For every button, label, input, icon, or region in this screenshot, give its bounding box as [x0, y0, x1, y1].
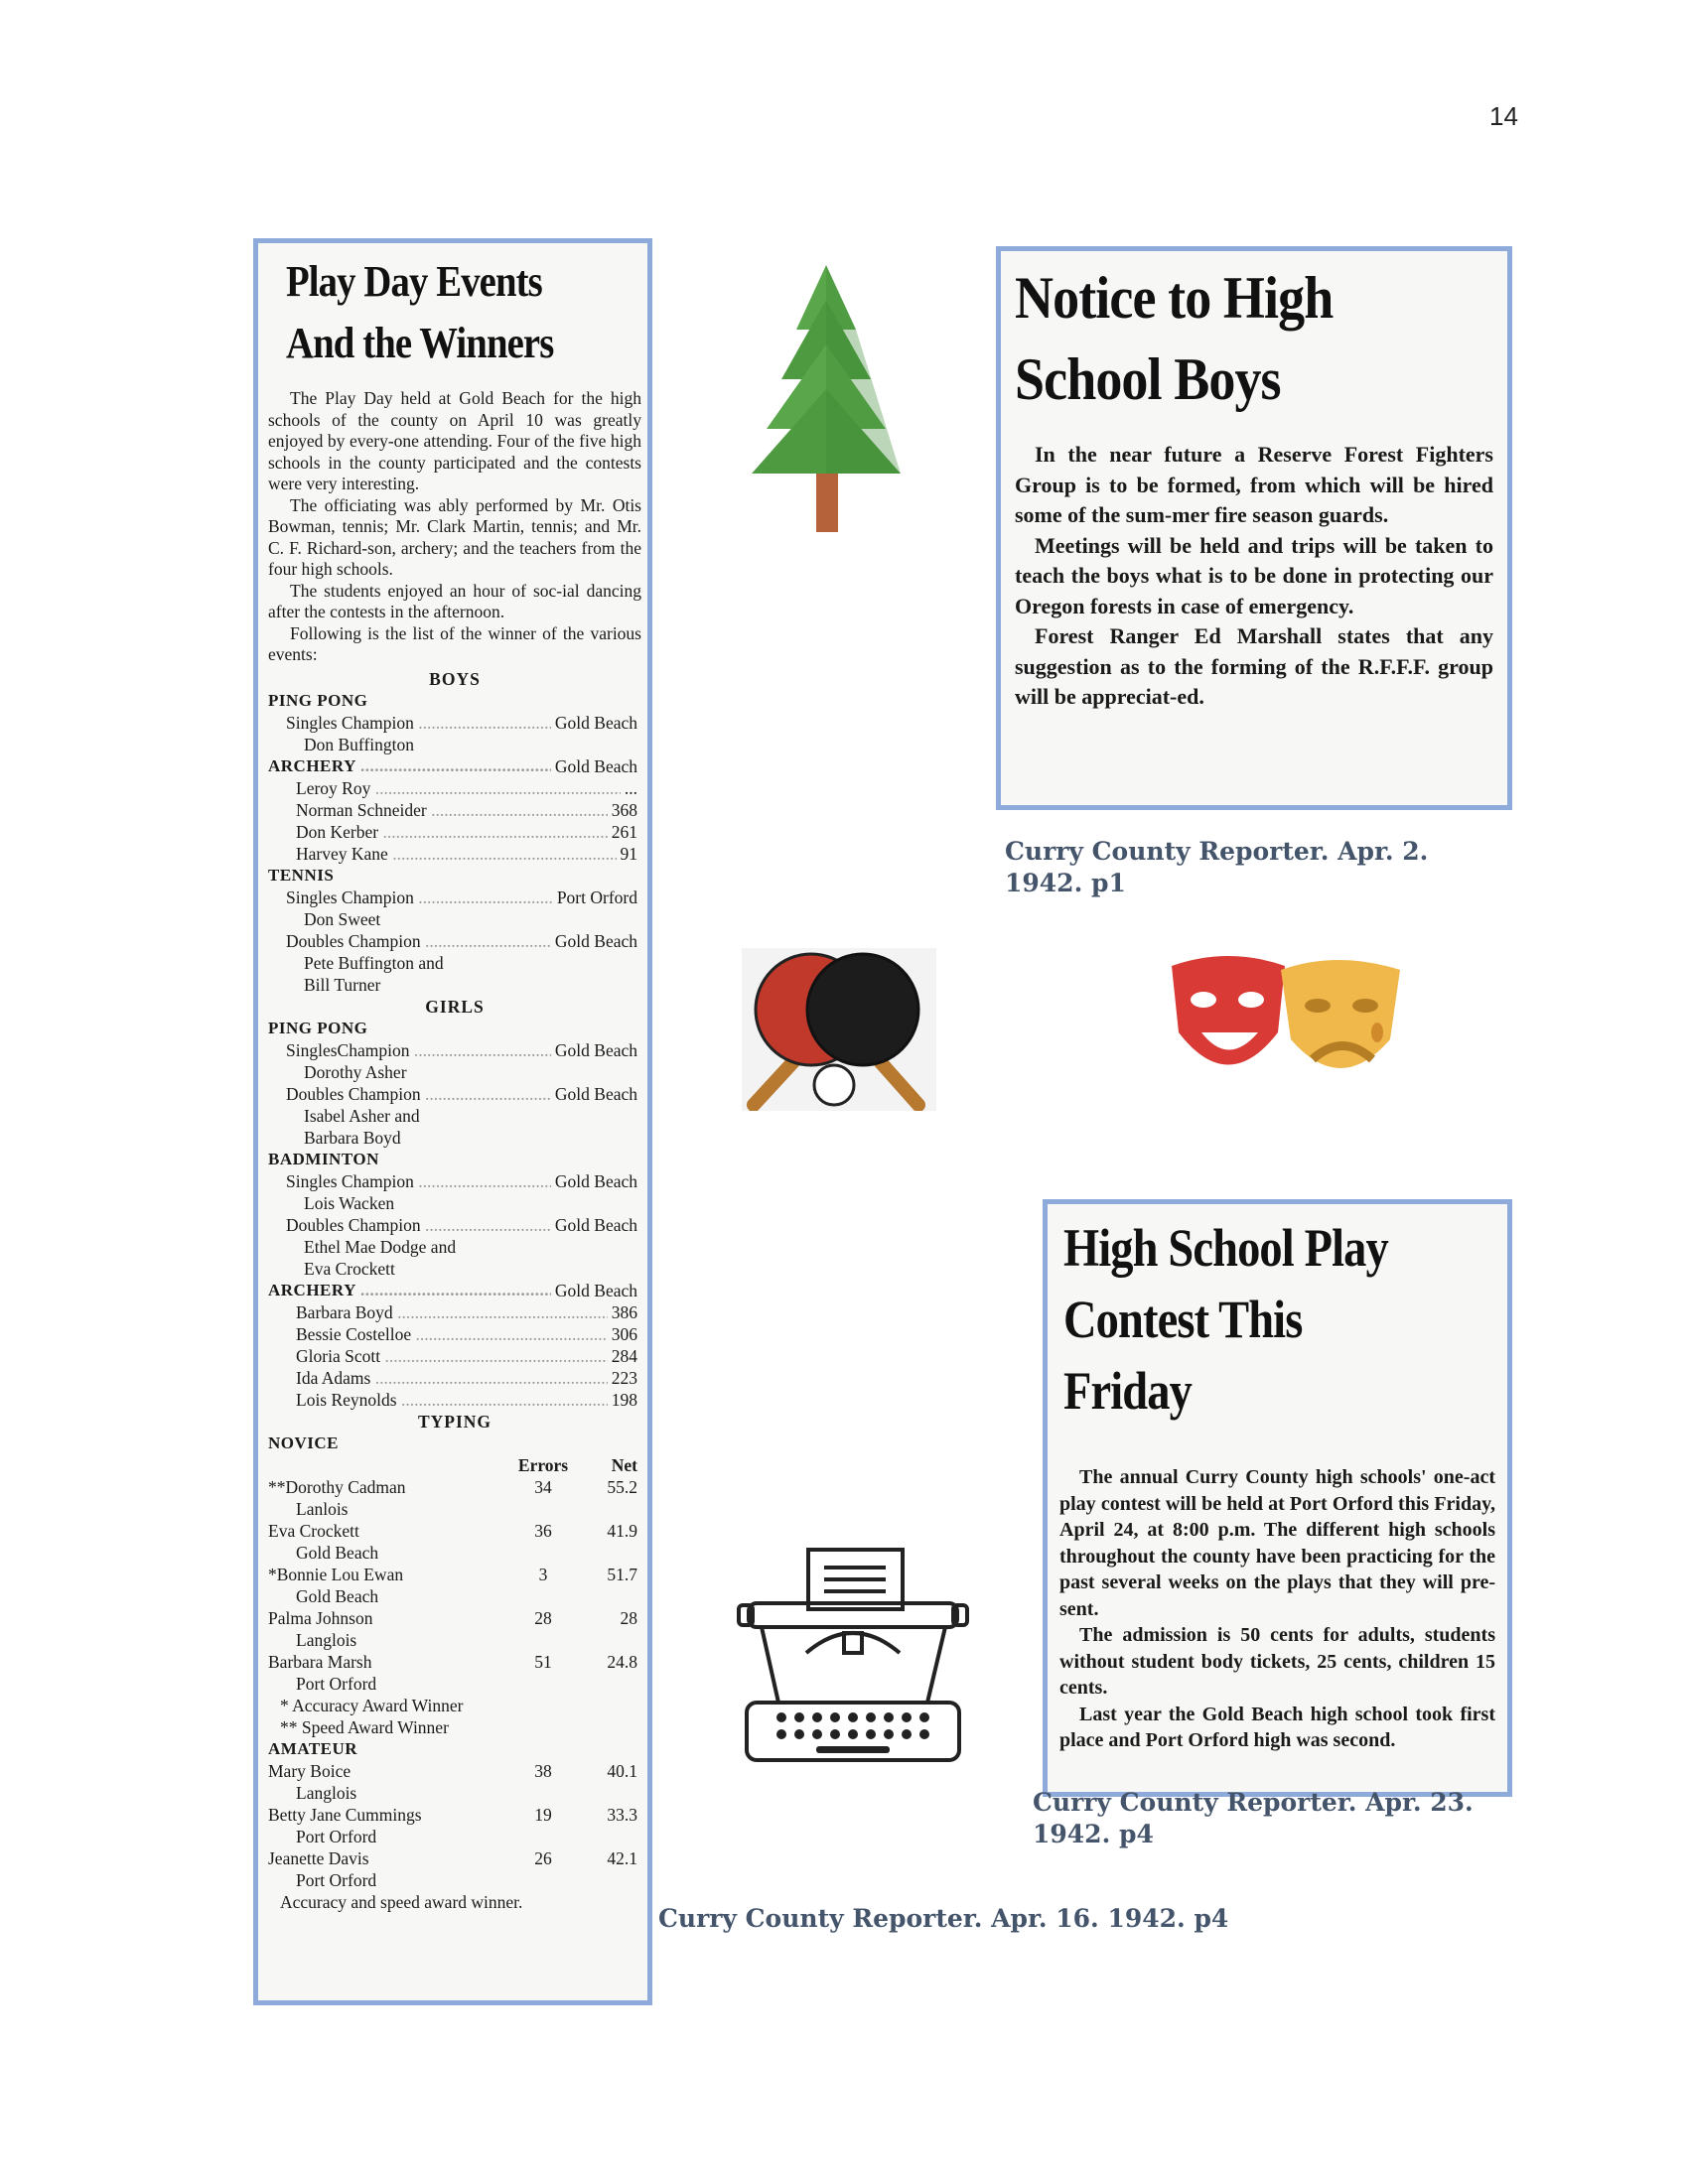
paragraph: In the near future a Reserve Forest Fighters Group is to be formed, from which will be hired some of the sum-mer fire season guards.	[1015, 442, 1493, 527]
result-row: Ida Adams ..... 223	[268, 1367, 641, 1389]
result-row: Singles Champion ..... Gold Beach	[268, 1170, 641, 1192]
results-list	[268, 668, 641, 1913]
result-row: Singles Champion ..... Port Orford	[268, 887, 641, 908]
pine-tree-icon	[737, 260, 915, 536]
headline-line: High School Play	[1063, 1218, 1388, 1278]
paragraph: The students enjoyed an hour of soc-ial dancing after the contests in the afternoon.	[268, 580, 641, 621]
play-contest-caption: Curry County Reporter. Apr. 23. 1942. p4	[1033, 1788, 1474, 1848]
winner-name: Isabel Asher and	[304, 1105, 420, 1126]
headline-line: And the Winners	[286, 319, 554, 367]
paragraph: Following is the list of the winner of the various events:	[268, 622, 641, 664]
typewriter-icon	[737, 1544, 970, 1767]
winner-name: Eva Crockett	[304, 1258, 395, 1279]
result-row: Doubles Champion ..... Gold Beach	[268, 1214, 641, 1236]
typing-row: Palma Johnson 28 28	[268, 1607, 637, 1628]
section-heading: BOYS	[429, 668, 481, 689]
notice-caption: Curry County Reporter. Apr. 2. 1942. p1	[1005, 837, 1429, 897]
play-contest-article	[1059, 1464, 1495, 1754]
winner-name: Don Buffington	[304, 734, 414, 754]
event-heading: NOVICE	[268, 1433, 340, 1452]
play-day-article	[268, 388, 641, 666]
play-day-headline	[286, 251, 599, 374]
section-heading: GIRLS	[425, 996, 485, 1017]
typing-row: *Bonnie Lou Ewan 3 51.7	[268, 1564, 637, 1584]
play-contest-clipping	[1043, 1199, 1512, 1797]
notice-article	[1015, 440, 1493, 713]
event-heading: PING PONG	[268, 690, 368, 710]
paragraph: The officiating was ably performed by Mr. Otis Bowman, tennis; Mr. Clark Martin, tennis; and Mr. C. F. Richard-son, archery; and the teachers from the four high schools.	[268, 494, 641, 579]
typing-school: Port Orford	[296, 1826, 377, 1846]
result-row: Lois Reynolds ..... 198	[268, 1389, 641, 1411]
typing-column-headers: Errors Net	[517, 1454, 637, 1475]
page-number: 14	[1489, 101, 1518, 131]
typing-row: Jeanette Davis 26 42.1	[268, 1847, 637, 1868]
typing-school: Port Orford	[296, 1673, 377, 1694]
paragraph: Last year the Gold Beach high school took first place and Port Orford high was second.	[1059, 1703, 1495, 1751]
play-day-clipping	[253, 238, 652, 2005]
event-heading: PING PONG	[268, 1018, 368, 1037]
play-day-caption: Curry County Reporter. Apr. 16. 1942. p4	[658, 1904, 1229, 1933]
typing-school: Port Orford	[296, 1869, 377, 1890]
paragraph: Meetings will be held and trips will be taken to teach the boys what is to be done in protecting our Oregon forests in case of emergency.	[1015, 532, 1493, 618]
paragraph: The admission is 50 cents for adults, students without student body tickets, 25 cents, children 15 cents.	[1059, 1624, 1495, 1699]
winner-name: Pete Buffington and	[304, 952, 444, 973]
headline-line: School Boys	[1015, 346, 1281, 412]
result-row: ARCHERY ..... Gold Beach	[268, 755, 641, 777]
typing-school: Lanlois	[296, 1498, 349, 1519]
winner-name: Lois Wacken	[304, 1192, 395, 1213]
winner-name: Ethel Mae Dodge and	[304, 1236, 457, 1257]
ping-pong-paddles-icon	[742, 948, 936, 1111]
event-heading: BADMINTON	[268, 1149, 379, 1168]
winner-name: Barbara Boyd	[304, 1127, 401, 1148]
event-heading: AMATEUR	[268, 1738, 358, 1758]
winner-name: Dorothy Asher	[304, 1061, 407, 1082]
result-row: Barbara Boyd ..... 386	[268, 1301, 641, 1323]
winner-name: Bill Turner	[304, 974, 381, 995]
section-heading: TYPING	[417, 1411, 492, 1432]
winner-name: Don Sweet	[304, 908, 381, 929]
award-note: * Accuracy Award Winner	[280, 1695, 464, 1715]
typing-row: Barbara Marsh 51 24.8	[268, 1651, 637, 1672]
notice-clipping	[996, 246, 1512, 810]
event-heading: TENNIS	[268, 865, 335, 885]
result-row: Don Kerber ..... 261	[268, 821, 641, 843]
result-row: Norman Schneider ..... 368	[268, 799, 641, 821]
theater-masks-icon	[1164, 948, 1412, 1097]
typing-row: **Dorothy Cadman 34 55.2	[268, 1476, 637, 1497]
typing-row: Eva Crockett 36 41.9	[268, 1520, 637, 1541]
paragraph: The annual Curry County high schools' one-act play contest will be held at Port Orford this Friday, April 24, at 8:00 p.m. The different high schools throughout the county have been practicing for the past several weeks on the plays that they will pre-sent.	[1059, 1466, 1495, 1620]
result-row: SinglesChampion ..... Gold Beach	[268, 1039, 641, 1061]
play-contest-headline	[1063, 1212, 1435, 1427]
award-note: Accuracy and speed award winner.	[280, 1891, 523, 1912]
result-row: Singles Champion ..... Gold Beach	[268, 712, 641, 734]
typing-school: Langlois	[296, 1629, 357, 1650]
typing-school: Gold Beach	[296, 1585, 379, 1606]
result-row: Gloria Scott ..... 284	[268, 1345, 641, 1367]
result-row: Leroy Roy ..... ...	[268, 777, 641, 799]
result-row: Doubles Champion ..... Gold Beach	[268, 1083, 641, 1105]
headline-line: Contest This Friday	[1063, 1290, 1303, 1421]
paragraph: Forest Ranger Ed Marshall states that any suggestion as to the forming of the R.F.F.F. group will be appreciat-ed.	[1015, 623, 1493, 709]
result-row: Doubles Champion ..... Gold Beach	[268, 930, 641, 952]
typing-row: Mary Boice 38 40.1	[268, 1760, 637, 1781]
typing-school: Langlois	[296, 1782, 357, 1803]
typing-school: Gold Beach	[296, 1542, 379, 1563]
headline-line: Notice to High	[1015, 265, 1334, 331]
award-note: ** Speed Award Winner	[280, 1716, 449, 1737]
result-row: ARCHERY ..... Gold Beach	[268, 1280, 641, 1301]
paragraph: The Play Day held at Gold Beach for the high schools of the county on April 10 was greatly enjoyed by every-one attending. Four of the five high schools in the county participated and the contests were very interesting.	[268, 388, 641, 493]
notice-headline	[1015, 257, 1446, 420]
headline-line: Play Day Events	[286, 257, 542, 306]
result-row: Harvey Kane ..... 91	[268, 843, 641, 865]
result-row: Bessie Costelloe ..... 306	[268, 1323, 641, 1345]
typing-row: Betty Jane Cummings 19 33.3	[268, 1804, 637, 1825]
